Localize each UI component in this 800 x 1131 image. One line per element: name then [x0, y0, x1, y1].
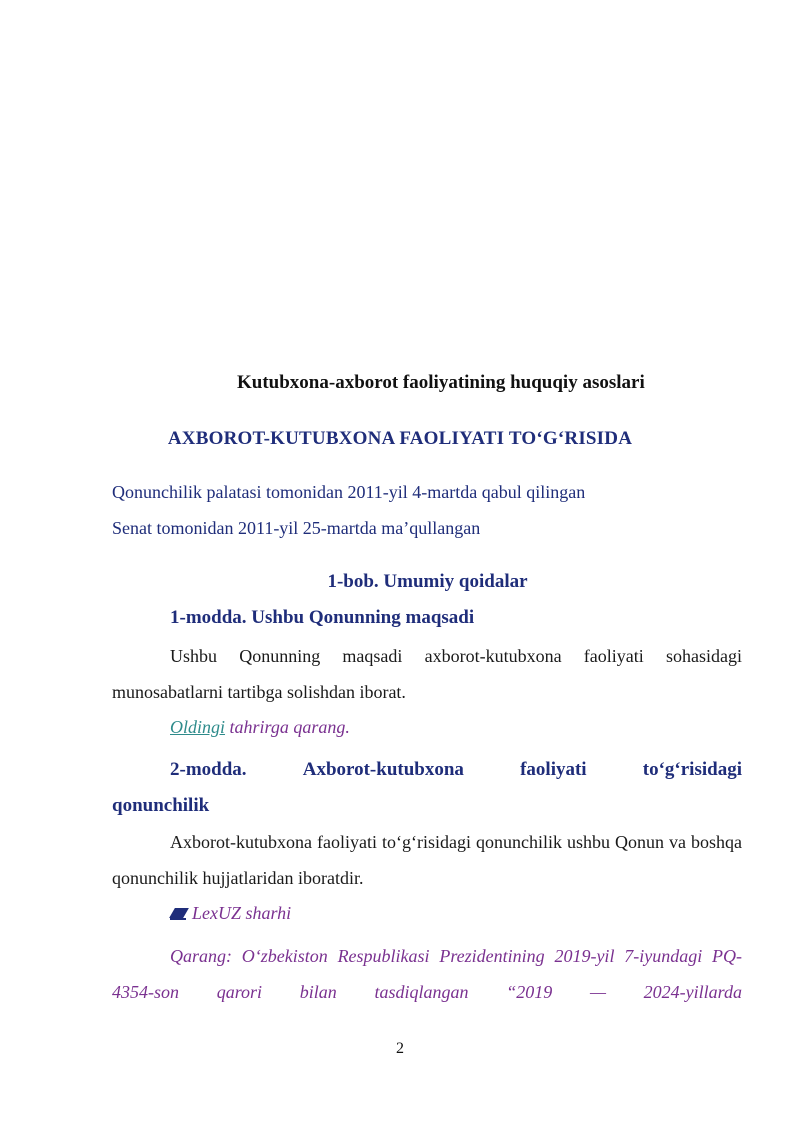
previous-edition-note — [170, 717, 350, 738]
adoption-line-1: Qonunchilik palatasi tomonidan 2011-yil 4-martda qabul qilingan — [112, 482, 586, 502]
article-2-title-word: to‘g‘risidagi — [642, 759, 742, 780]
article-2-title-word: Axborot-kutubxona — [302, 759, 464, 780]
article-2-title-word: 2-modda. — [170, 759, 247, 780]
lexuz-label: LexUZ sharhi — [192, 903, 292, 923]
lexuz-comment-link[interactable] — [170, 903, 291, 924]
article-1-body: Ushbu Qonunning maqsadi axborot-kutubxona faoliyati sohasidagi munosabatlarni tartibga solishdan iborat. — [112, 646, 742, 702]
article-2-title-word: faoliyati — [520, 759, 587, 780]
previous-edition-link[interactable]: Oldingi — [170, 717, 226, 737]
article-1-text — [112, 638, 742, 710]
chapter-title: 1-bob. Umumiy qoidalar — [327, 571, 528, 592]
law-title: AXBOROT-KUTUBXONA FAOLIYATI TO‘G‘RISIDA — [167, 428, 633, 449]
article-2-body: Axborot-kutubxona faoliyati to‘g‘risidagi qonunchilik ushbu Qonun va boshqa qonunchilik hujjatlaridan iboratdir. — [112, 832, 742, 888]
lexuz-reference-text: Qarang: O‘zbekiston Respublikasi Prezidentining 2019-yil 7-iyundagi PQ-4354-son qarori bilan tasdiqlangan “2019 — 2024-yillarda — [112, 946, 742, 1002]
article-1-title: 1-modda. Ushbu Qonunning maqsadi — [170, 607, 475, 628]
adoption-line-2: Senat tomonidan 2011-yil 25-martda ma’qullangan — [112, 518, 481, 538]
lexuz-reference — [112, 938, 742, 1010]
article-2-text — [112, 824, 742, 896]
article-2-title — [112, 752, 742, 824]
article-2-title-line2: qonunchilik — [112, 795, 210, 816]
previous-edition-rest: tahrirga qarang. — [225, 717, 350, 737]
lexuz-icon — [170, 908, 188, 920]
document-heading: Kutubxona-axborot faoliyatining huquqiy asoslari — [237, 372, 645, 393]
page-number: 2 — [396, 1040, 404, 1057]
